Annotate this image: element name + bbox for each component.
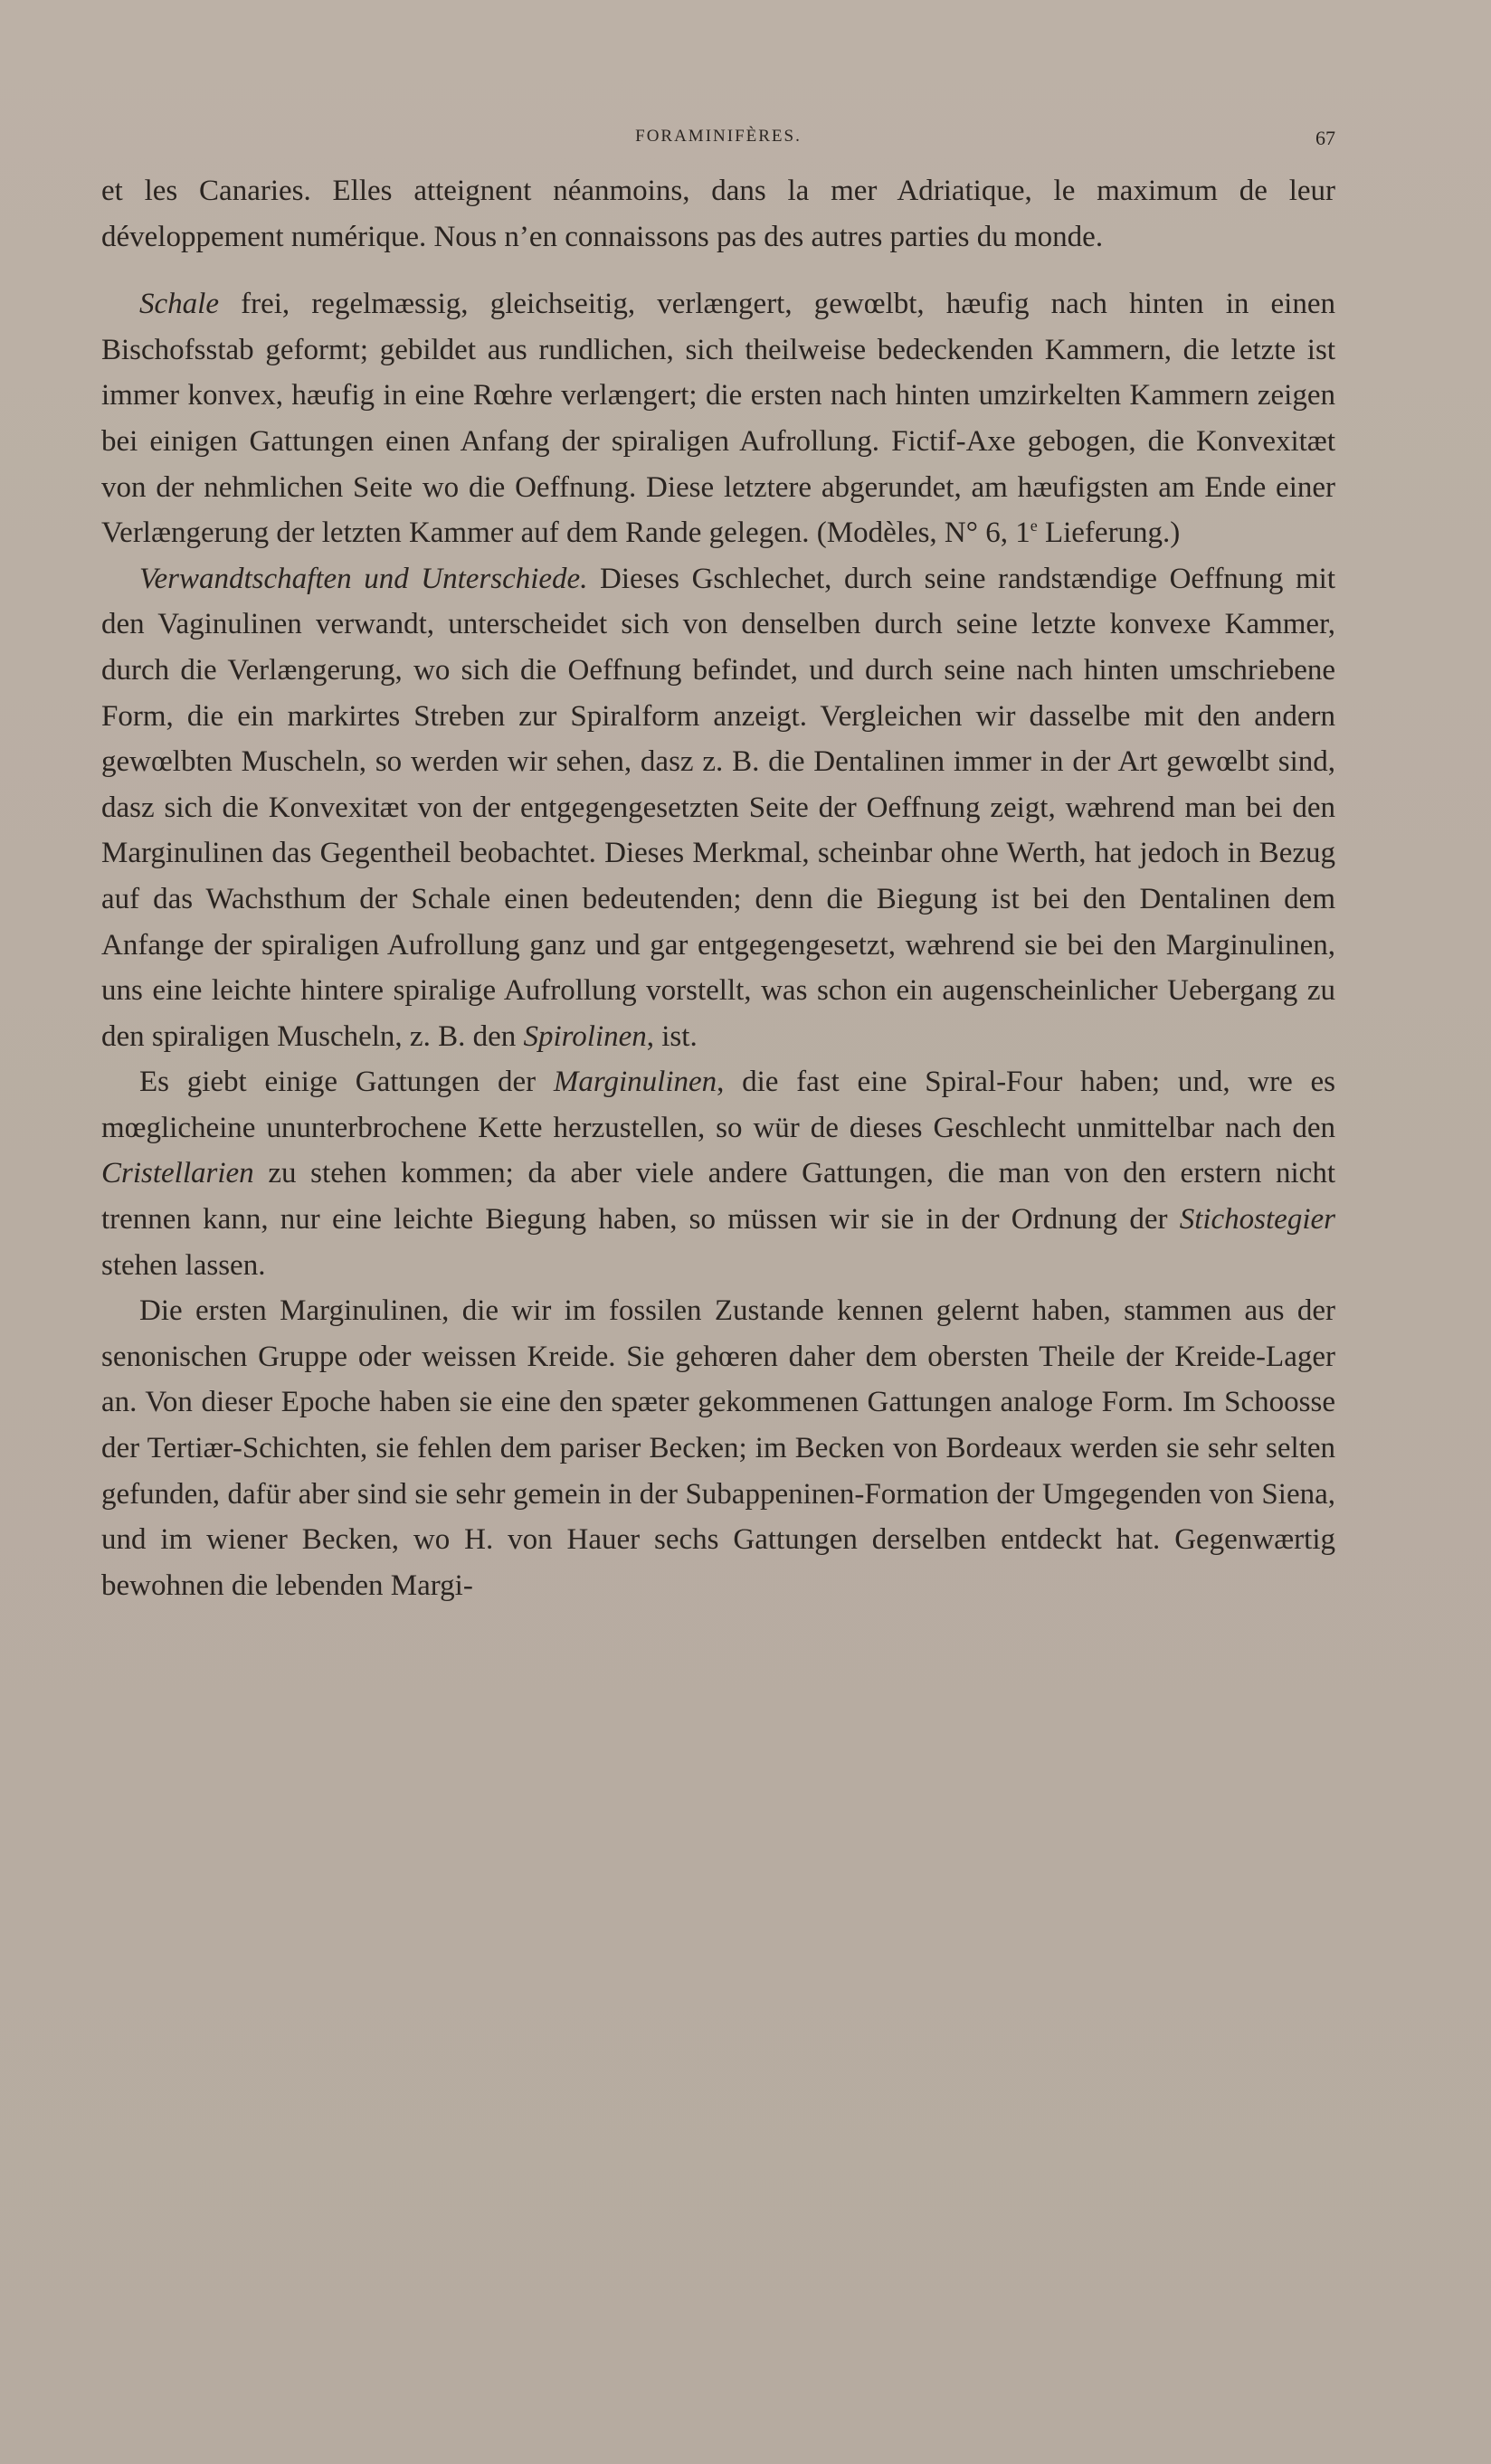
page-number: 67 [1315, 127, 1335, 149]
paragraph-3-text-a: Dieses Gschlechet, durch seine randstændige Oeffnung mit den Vaginulinen verwandt, unterscheidet sich von denselben durch seine letzte konvexe Kammer, durch die Verlængerung, wo sich die Oeffnung befindet, und durch seine nach hinten umschriebene Form, die ein markirtes Streben zur Spiralform anzeigt. Vergleichen wir dasselbe mit den andern gewœlbten Muscheln, so werden wir sehen, dasz z. B. die Dentalinen immer in der Art gewœlbt sind, dasz sich die Konvexitæt von der entgegengesetzten Seite der Oeffnung zeigt, wæhrend man bei den Marginulinen das Gegentheil beobachtet. Dieses Merkmal, scheinbar ohne Werth, hat jedoch in Bezug auf das Wachsthum der Schale einen bedeutenden; denn die Biegung ist bei den Dentalinen dem Anfange der spiraligen Aufrollung ganz und gar entgegengesetzt, wæhrend sie bei den Marginulinen, uns eine leichte hintere spiralige Aufrollung vorstellt, was schon ein augenscheinlicher Uebergang zu den spiraligen Muscheln, z. B. den [101, 562, 1336, 1053]
running-head [101, 127, 1335, 154]
running-title: FORAMINIFÈRES. [635, 127, 802, 146]
paragraph-4-italic-b: Cristellarien [101, 1157, 254, 1190]
paragraph-3-text-b: , ist. [646, 1019, 698, 1053]
paragraph-2-lead: Schale [139, 288, 219, 321]
paragraph-4-italic-c: Stichostegier [1179, 1203, 1335, 1237]
paragraph-3-lead: Verwandtschaften und Unterschiede. [139, 562, 588, 595]
paragraph-4-text-b: , die fast eine Spiral-Four haben; und, wre es mœglicheine ununterbrochene Kette herzustellen, so wür de dieses Geschlecht unmittelbar nach den [101, 1066, 1335, 1144]
paragraph-4-text-a: Es giebt einige Gattungen der [139, 1066, 554, 1099]
paragraph-1: et les Canaries. Elles atteignent néanmoins, dans la mer Adriatique, le maximum de leur développement numérique. Nous n’en connaissons pas des autres parties du monde. [101, 175, 1335, 253]
paragraph-4 [101, 1059, 1335, 1288]
paragraph-2 [101, 281, 1335, 556]
paragraph-4-italic-a: Marginulinen [553, 1066, 717, 1099]
paragraph-5: Die ersten Marginulinen, die wir im fossilen Zustande kennen gelernt haben, stammen aus der senonischen Gruppe oder weissen Kreide. Sie gehœren daher dem obersten Theile der Kreide-Lager an. Von dieser Epoche haben sie eine den spæter gekommenen Gattungen analoge Form. Im Schoosse der Tertiær-Schichten, sie fehlen dem pariser Becken; im Becken von Bordeaux werden sie sehr selten gefunden, dafür aber sind sie sehr gemein in der Subappeninen-Formation der Umgegenden von Siena, und im wiener Becken, wo H. von Hauer sechs Gattungen derselben entdeckt hat. Gegenwærtig bewohnen die lebenden Margi- [101, 1294, 1335, 1602]
body-text [101, 168, 1335, 1608]
paragraph-4-text-c: zu stehen kommen; da aber viele andere Gattungen, die man von den erstern nicht trennen kann, nur eine leichte Biegung haben, so müssen wir sie in der Ordnung der [101, 1157, 1335, 1237]
paragraph-3 [101, 556, 1335, 1060]
paragraph-2-text-b: Lieferung.) [1037, 516, 1181, 550]
paragraph-2-text-a: frei, regelmæssig, gleichseitig, verlængert, gewœlbt, hæufig nach hinten in einen Bischofsstab geformt; gebildet aus rundlichen, sich theilweise bedeckenden Kammern, die letzte ist immer konvex, hæufig in eine Rœhre verlængert; die ersten nach hinten umzirkelten Kammern zeigen bei einigen Gattungen einen Anfang der spiraligen Aufrollung. Fictif-Axe gebogen, die Konvexitæt von der nehmlichen Seite wo die Oeffnung. Diese letztere abgerundet, am hæufigsten am Ende einer Verlængerung der letzten Kammer auf dem Rande gelegen. (Modèles, N° 6, 1 [101, 288, 1335, 550]
paragraph-2-sup: e [1030, 516, 1038, 535]
paragraph-3-italic: Spirolinen [523, 1019, 647, 1053]
paragraph-4-text-d: stehen lassen. [101, 1248, 266, 1282]
